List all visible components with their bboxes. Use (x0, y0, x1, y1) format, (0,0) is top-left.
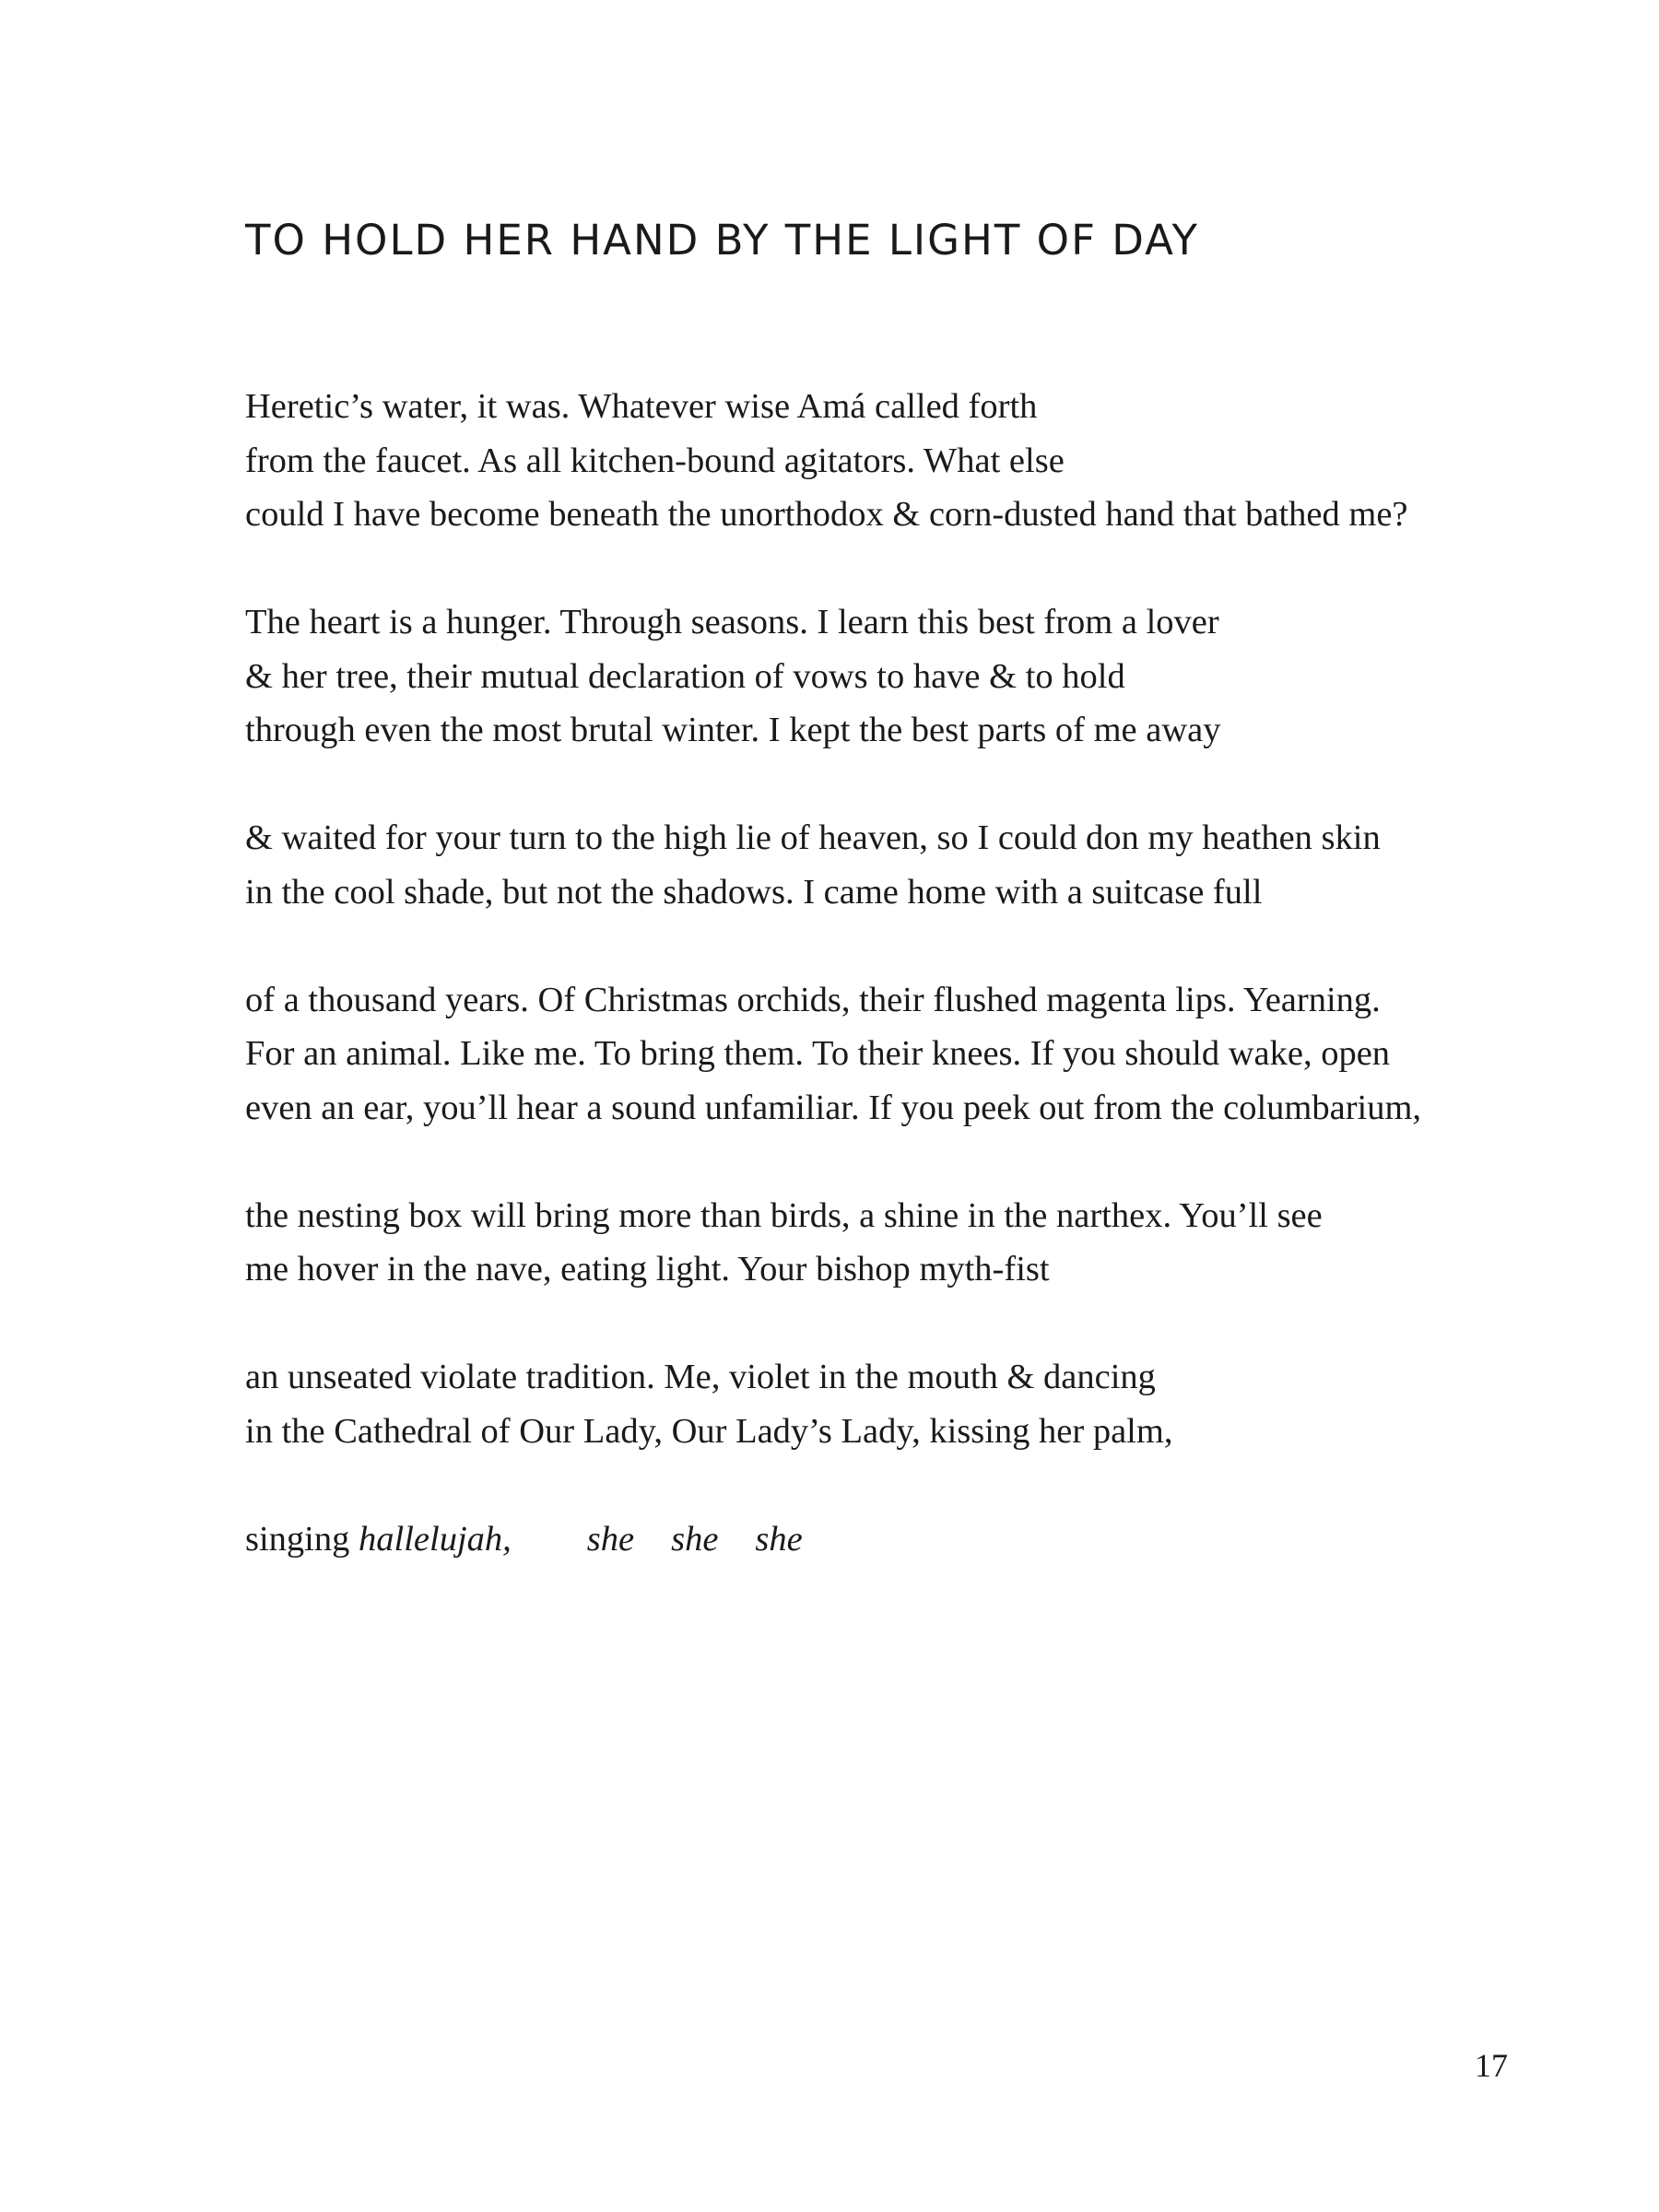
poem-line: an unseated violate tradition. Me, violet in the mouth & dancing (245, 1358, 1156, 1396)
page-number: 17 (1475, 2047, 1508, 2084)
poem-line: Heretic’s water, it was. Whatever wise Amá called forth (245, 387, 1038, 426)
stanza-break (245, 1458, 1421, 1512)
stanza-break (245, 1297, 1421, 1351)
poem-line: The heart is a hunger. Through seasons. I learn this best from a lover (245, 603, 1219, 641)
stanza-break (245, 919, 1421, 973)
final-line-lead: singing (245, 1519, 359, 1559)
stanza-break (245, 1135, 1421, 1189)
stanza-break (245, 542, 1421, 596)
poem-line: & her tree, their mutual declaration of vows to have & to hold (245, 656, 1125, 696)
hallelujah-word: hallelujah, (359, 1519, 512, 1559)
poem-line: through even the most brutal winter. I kept the best parts of me away (245, 711, 1221, 749)
page-title: TO HOLD HER HAND BY THE LIGHT OF DAY (245, 216, 1199, 265)
poem-line: & waited for your turn to the high lie of heaven, so I could don my heathen skin (245, 818, 1381, 857)
poem-line: in the Cathedral of Our Lady, Our Lady’s Lady, kissing her palm, (245, 1411, 1173, 1451)
poem-line: from the faucet. As all kitchen-bound agitators. What else (245, 441, 1065, 480)
stanza-break (245, 758, 1421, 812)
poem-line: For an animal. Like me. To bring them. To their knees. If you should wake, open (245, 1034, 1391, 1073)
she-word: she (671, 1519, 719, 1559)
poem-body (245, 380, 1421, 1566)
poem-line: me hover in the nave, eating light. Your bishop myth-fist (245, 1250, 1050, 1288)
poem-line: of a thousand years. Of Christmas orchids, their flushed magenta lips. Yearning. (245, 980, 1381, 1019)
poem-line: could I have become beneath the unorthodox & corn-dusted hand that bathed me? (245, 495, 1408, 534)
final-line (245, 1512, 1421, 1567)
poem-line: in the cool shade, but not the shadows. I came home with a suitcase full (245, 872, 1263, 912)
she-word: she (755, 1519, 803, 1559)
poem-line: even an ear, you’ll hear a sound unfamiliar. If you peek out from the columbarium, (245, 1088, 1422, 1127)
poem-line: the nesting box will bring more than birds, a shine in the narthex. You’ll see (245, 1195, 1323, 1235)
she-word: she (586, 1519, 635, 1559)
